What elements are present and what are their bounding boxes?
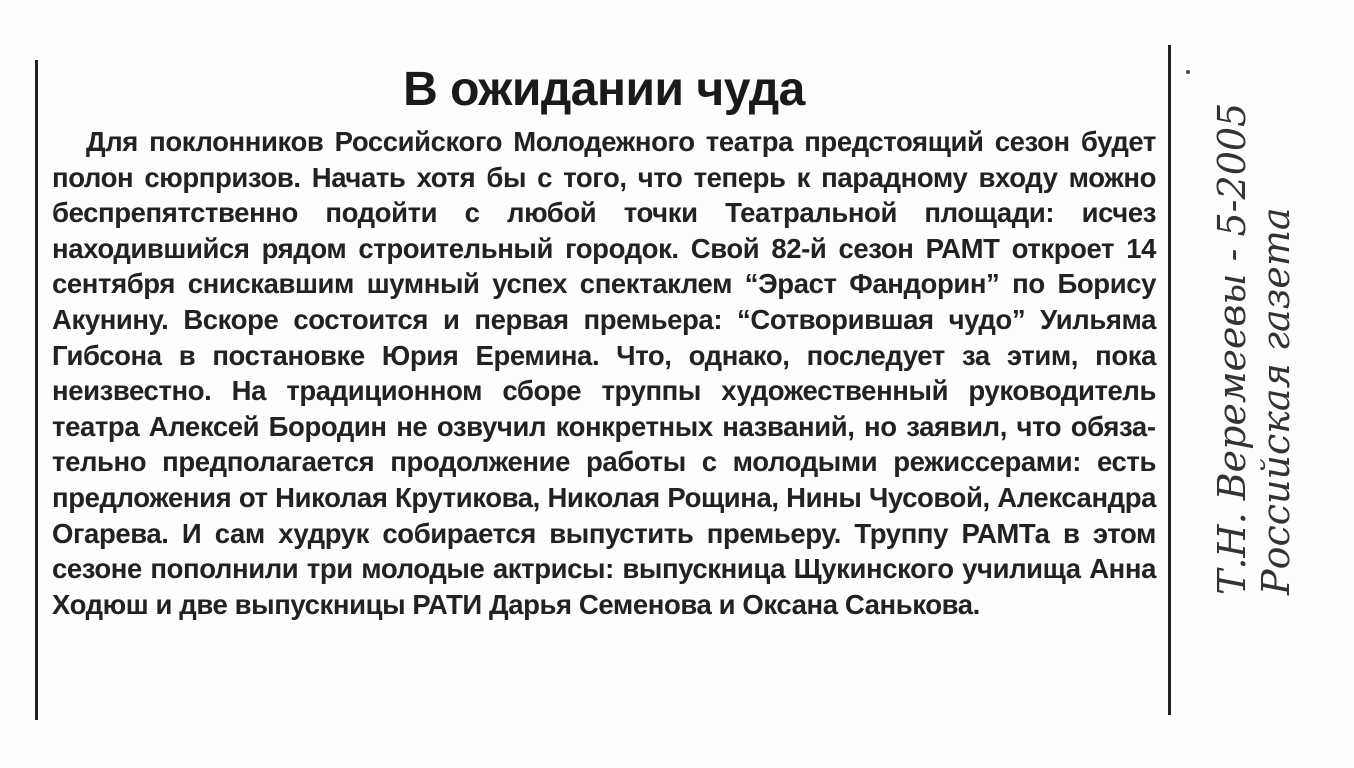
article-headline: В ожидании чуда xyxy=(403,63,805,116)
column-rule-left xyxy=(35,60,38,720)
article xyxy=(52,62,1156,622)
handwritten-annotation xyxy=(1210,102,1300,595)
column-rule-right xyxy=(1168,45,1171,715)
handwritten-annotation-line-1: Т.Н. Веремеевы - 5-2005 xyxy=(1210,102,1254,595)
scan-speck xyxy=(1186,70,1190,74)
article-body: Для поклонников Российского Молодежного театра предстоящий сезон будет полон сюрпризов. Начать хотя бы с того, что теперь к парадному входу можно беспрепятственно подойти с любой точки Театральной площади: исчез находившийся рядом строительный городок. Свой 82-й сезон РАМТ откроет 14 сентября снискавшим шумный успех спектаклем “Эраст Фандорин” по Борису Акунину. Вскоре состоится и первая премьера: “Сотворившая чудо” Уильяма Гибсона в постановке Юрия Еремина. Что, однако, последует за этим, пока неизвестно. На традиционном сборе труппы художественный руководитель театра Алексей Бородин не озвучил конкретных названий, но заявил, что обязательно предполагается продолжение работы с молодыми режиссерами: есть предложения от Николая Крутикова, Николая Рощина, Нины Чусовой, Александра Огарева. И сам худрук собирается выпустить премьеру. Труппу РАМТа в этом сезоне пополнили три молодые актрисы: выпускница Щукинского училища Анна Ходюш и две выпускницы РАТИ Дарья Семенова и Оксана Санькова. xyxy=(52,126,1156,620)
handwritten-annotation-line-2: Российская газета xyxy=(1254,207,1298,595)
